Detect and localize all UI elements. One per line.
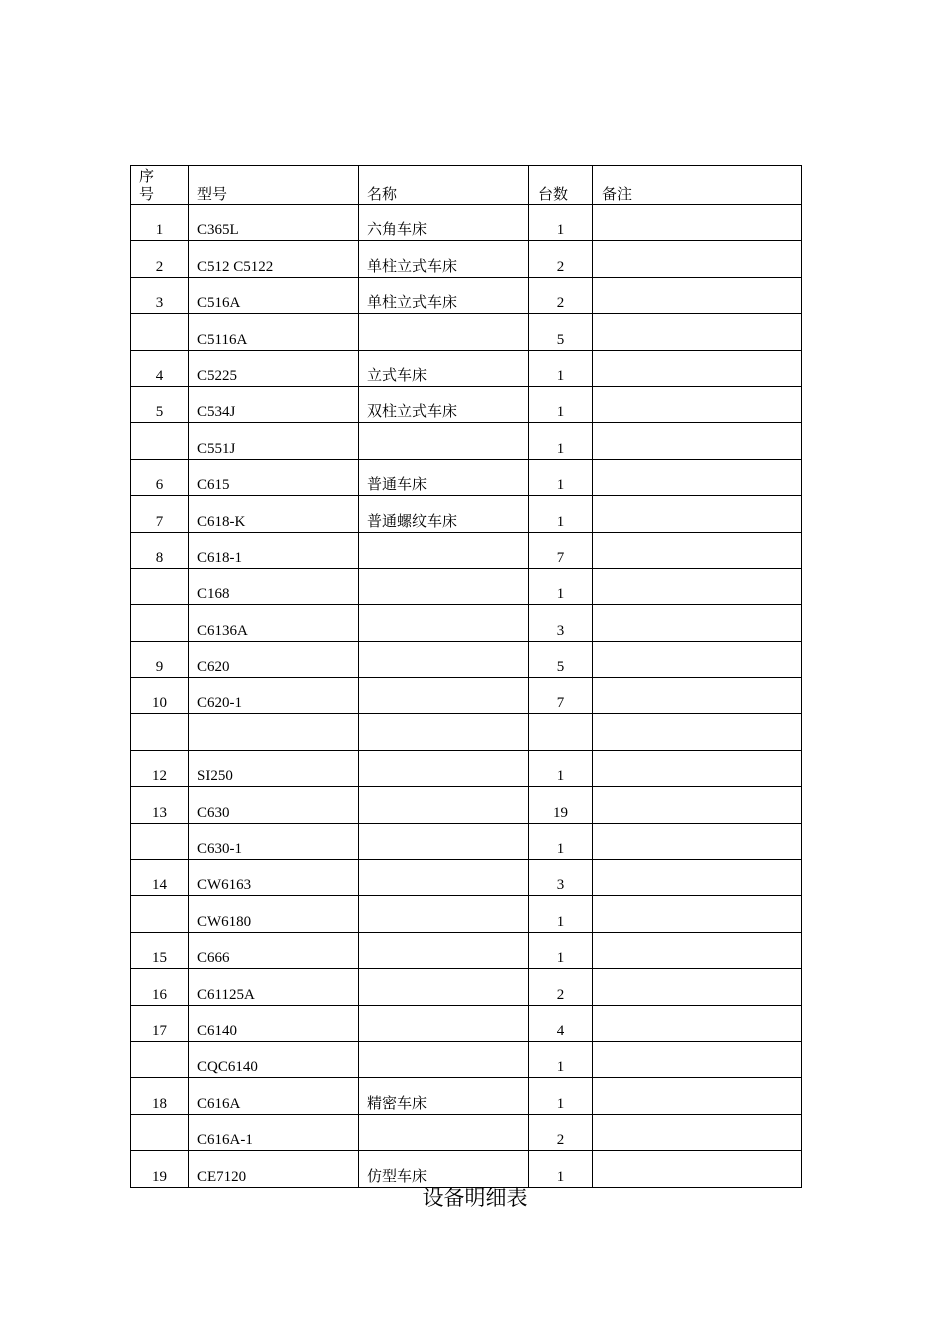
cell-remarks <box>593 860 802 896</box>
cell-model: C616A <box>189 1078 359 1114</box>
cell-quantity: 1 <box>529 459 593 495</box>
cell-serial-number: 15 <box>131 932 189 968</box>
cell-model: C534J <box>189 386 359 422</box>
cell-remarks <box>593 205 802 241</box>
cell-remarks <box>593 896 802 932</box>
cell-name: 精密车床 <box>359 1078 529 1114</box>
cell-quantity <box>529 714 593 750</box>
cell-name: 单柱立式车床 <box>359 241 529 277</box>
cell-model: C5225 <box>189 350 359 386</box>
cell-name <box>359 1005 529 1041</box>
cell-quantity: 1 <box>529 205 593 241</box>
table-row <box>131 678 802 714</box>
cell-serial-number: 4 <box>131 350 189 386</box>
cell-model: CW6163 <box>189 860 359 896</box>
cell-quantity: 1 <box>529 350 593 386</box>
table-row <box>131 1114 802 1150</box>
cell-name: 六角车床 <box>359 205 529 241</box>
cell-name <box>359 532 529 568</box>
header-serial-line1: 序 <box>139 169 155 185</box>
cell-serial-number: 14 <box>131 860 189 896</box>
table-row <box>131 787 802 823</box>
cell-model: SI250 <box>189 750 359 786</box>
table-row <box>131 714 802 750</box>
table-row <box>131 459 802 495</box>
cell-serial-number: 18 <box>131 1078 189 1114</box>
table-row <box>131 896 802 932</box>
cell-quantity: 1 <box>529 1078 593 1114</box>
cell-quantity: 1 <box>529 568 593 604</box>
cell-quantity: 1 <box>529 1041 593 1077</box>
cell-quantity: 1 <box>529 932 593 968</box>
cell-model: C6136A <box>189 605 359 641</box>
cell-name: 单柱立式车床 <box>359 277 529 313</box>
header-remarks: 备注 <box>593 166 802 205</box>
cell-remarks <box>593 459 802 495</box>
cell-model: C365L <box>189 205 359 241</box>
cell-name <box>359 969 529 1005</box>
cell-model: C630-1 <box>189 823 359 859</box>
cell-serial-number <box>131 896 189 932</box>
cell-name <box>359 423 529 459</box>
cell-serial-number: 12 <box>131 750 189 786</box>
cell-quantity: 1 <box>529 423 593 459</box>
cell-serial-number: 7 <box>131 496 189 532</box>
cell-model: C6140 <box>189 1005 359 1041</box>
cell-remarks <box>593 314 802 350</box>
table-row <box>131 1078 802 1114</box>
table-row <box>131 823 802 859</box>
cell-name <box>359 605 529 641</box>
cell-model: C168 <box>189 568 359 604</box>
cell-serial-number: 10 <box>131 678 189 714</box>
cell-model: C618-1 <box>189 532 359 568</box>
cell-remarks <box>593 1114 802 1150</box>
cell-quantity: 7 <box>529 678 593 714</box>
cell-serial-number: 19 <box>131 1151 189 1187</box>
cell-quantity: 5 <box>529 641 593 677</box>
cell-name <box>359 1114 529 1150</box>
cell-remarks <box>593 277 802 313</box>
cell-serial-number <box>131 314 189 350</box>
cell-remarks <box>593 532 802 568</box>
cell-serial-number: 9 <box>131 641 189 677</box>
header-row <box>131 166 802 205</box>
cell-quantity: 4 <box>529 1005 593 1041</box>
table-row <box>131 641 802 677</box>
cell-serial-number: 2 <box>131 241 189 277</box>
cell-name: 立式车床 <box>359 350 529 386</box>
table-row <box>131 423 802 459</box>
header-serial-number <box>131 166 189 205</box>
cell-model <box>189 714 359 750</box>
cell-quantity: 3 <box>529 860 593 896</box>
cell-name: 仿型车床 <box>359 1151 529 1187</box>
cell-remarks <box>593 605 802 641</box>
cell-model: C61125A <box>189 969 359 1005</box>
table-row <box>131 1041 802 1077</box>
cell-model: C616A-1 <box>189 1114 359 1150</box>
cell-remarks <box>593 568 802 604</box>
cell-model: C630 <box>189 787 359 823</box>
cell-serial-number: 17 <box>131 1005 189 1041</box>
table-row <box>131 350 802 386</box>
cell-quantity: 7 <box>529 532 593 568</box>
cell-name <box>359 714 529 750</box>
cell-model: C618-K <box>189 496 359 532</box>
cell-name <box>359 678 529 714</box>
cell-serial-number <box>131 714 189 750</box>
cell-remarks <box>593 678 802 714</box>
cell-remarks <box>593 350 802 386</box>
table-row <box>131 532 802 568</box>
cell-quantity: 2 <box>529 969 593 1005</box>
cell-model: C512 C5122 <box>189 241 359 277</box>
cell-model: C620-1 <box>189 678 359 714</box>
cell-serial-number <box>131 1114 189 1150</box>
table-header <box>131 166 802 205</box>
cell-quantity: 1 <box>529 496 593 532</box>
cell-quantity: 2 <box>529 241 593 277</box>
cell-serial-number: 13 <box>131 787 189 823</box>
cell-model: C516A <box>189 277 359 313</box>
cell-name <box>359 750 529 786</box>
cell-model: C5116A <box>189 314 359 350</box>
cell-remarks <box>593 386 802 422</box>
cell-name <box>359 896 529 932</box>
cell-remarks <box>593 1005 802 1041</box>
cell-remarks <box>593 932 802 968</box>
cell-model: C615 <box>189 459 359 495</box>
cell-model: C666 <box>189 932 359 968</box>
cell-model: C620 <box>189 641 359 677</box>
table-row <box>131 386 802 422</box>
cell-serial-number: 1 <box>131 205 189 241</box>
cell-remarks <box>593 969 802 1005</box>
cell-serial-number <box>131 568 189 604</box>
cell-quantity: 1 <box>529 896 593 932</box>
cell-serial-number <box>131 1041 189 1077</box>
cell-name: 普通螺纹车床 <box>359 496 529 532</box>
cell-remarks <box>593 1078 802 1114</box>
table-row <box>131 241 802 277</box>
table-row <box>131 496 802 532</box>
cell-quantity: 3 <box>529 605 593 641</box>
header-serial-line2: 号 <box>139 187 155 203</box>
cell-serial-number: 3 <box>131 277 189 313</box>
document-title: 设备明细表 <box>422 1186 528 1210</box>
cell-serial-number: 5 <box>131 386 189 422</box>
cell-remarks <box>593 787 802 823</box>
cell-model: C551J <box>189 423 359 459</box>
cell-name <box>359 1041 529 1077</box>
cell-serial-number: 16 <box>131 969 189 1005</box>
cell-remarks <box>593 823 802 859</box>
table-row <box>131 568 802 604</box>
cell-quantity: 1 <box>529 386 593 422</box>
cell-remarks <box>593 496 802 532</box>
table-row <box>131 605 802 641</box>
header-model: 型号 <box>189 166 359 205</box>
cell-remarks <box>593 641 802 677</box>
cell-remarks <box>593 423 802 459</box>
cell-model: CQC6140 <box>189 1041 359 1077</box>
cell-quantity: 1 <box>529 750 593 786</box>
cell-remarks <box>593 714 802 750</box>
cell-name <box>359 314 529 350</box>
table-row <box>131 750 802 786</box>
table-row <box>131 314 802 350</box>
cell-quantity: 19 <box>529 787 593 823</box>
cell-model: CE7120 <box>189 1151 359 1187</box>
cell-name <box>359 568 529 604</box>
cell-name <box>359 860 529 896</box>
cell-quantity: 5 <box>529 314 593 350</box>
header-quantity: 台数 <box>529 166 593 205</box>
cell-quantity: 2 <box>529 277 593 313</box>
equipment-table <box>130 165 802 1188</box>
cell-quantity: 2 <box>529 1114 593 1150</box>
cell-name: 普通车床 <box>359 459 529 495</box>
cell-serial-number: 6 <box>131 459 189 495</box>
cell-quantity: 1 <box>529 1151 593 1187</box>
table-row <box>131 932 802 968</box>
cell-quantity: 1 <box>529 823 593 859</box>
cell-serial-number <box>131 423 189 459</box>
cell-model: CW6180 <box>189 896 359 932</box>
cell-name <box>359 932 529 968</box>
table-row <box>131 969 802 1005</box>
cell-remarks <box>593 241 802 277</box>
table-row <box>131 860 802 896</box>
cell-remarks <box>593 750 802 786</box>
cell-serial-number <box>131 605 189 641</box>
header-name: 名称 <box>359 166 529 205</box>
table-row <box>131 205 802 241</box>
cell-serial-number <box>131 823 189 859</box>
table-body <box>131 205 802 1188</box>
cell-serial-number: 8 <box>131 532 189 568</box>
cell-name <box>359 823 529 859</box>
cell-remarks <box>593 1041 802 1077</box>
table-row <box>131 1005 802 1041</box>
cell-name: 双柱立式车床 <box>359 386 529 422</box>
cell-name <box>359 641 529 677</box>
table-row <box>131 277 802 313</box>
cell-name <box>359 787 529 823</box>
